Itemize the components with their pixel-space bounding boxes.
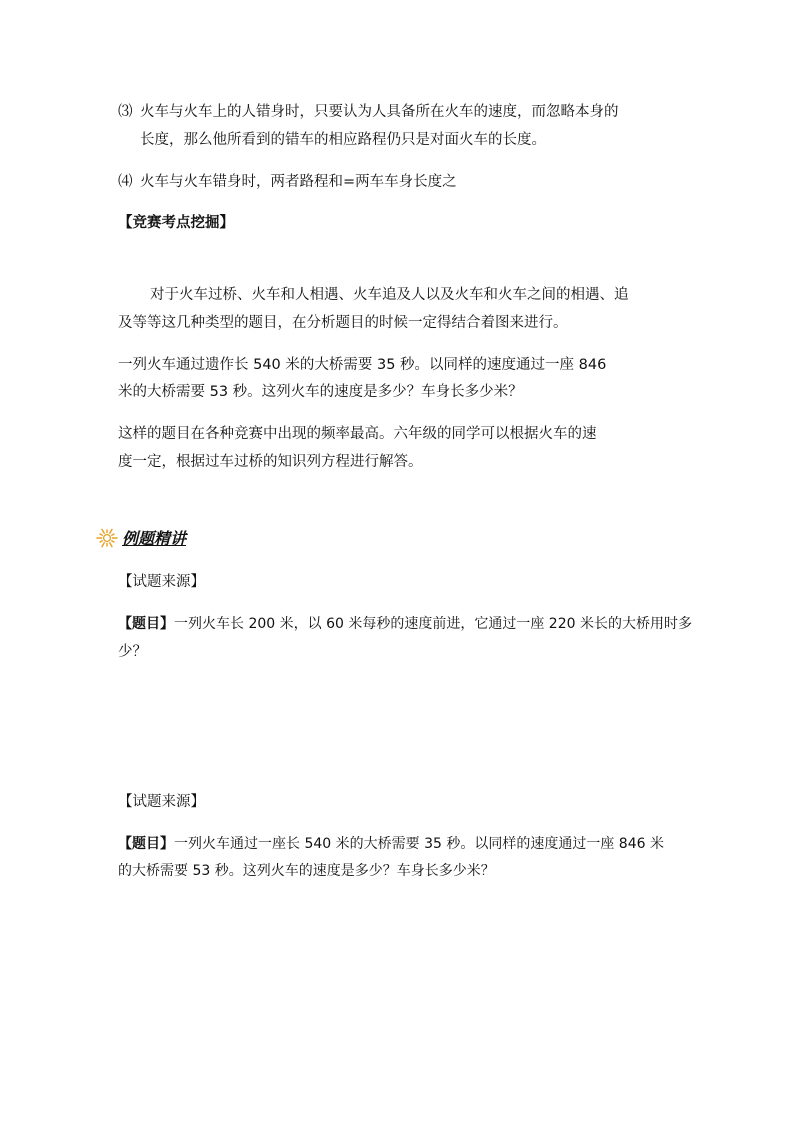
problem-1-source: 【试题来源】 — [118, 574, 205, 590]
problem-2-label: 【题目】 — [118, 836, 174, 852]
item-3-line-2: 长度，那么他所看到的错车的相应路程仍只是对面火车的长度。 — [140, 132, 546, 148]
example-para-line-1: 一列火车通过遗作长 540 米的大桥需要 35 秒。以同样的速度通过一座 846 — [118, 357, 607, 373]
example-para-line-2: 米的大桥需要 53 秒。这列火车的速度是多少？车身长多少米？ — [118, 384, 523, 400]
problem-2-line-2: 的大桥需要 53 秒。这列火车的速度是多少？车身长多少米？ — [118, 863, 495, 879]
frequency-para-line-2: 度一定，根据过车过桥的知识列方程进行解答。 — [118, 454, 423, 470]
intro-para-line-2: 及等等这几种类型的题目，在分析题目的时候一定得结合着图来进行。 — [118, 315, 568, 331]
problem-2-line-1: 【题目】一列火车通过一座长 540 米的大桥需要 35 秒。以同样的速度通过一座 846 米 — [118, 836, 664, 852]
item-4-number: ⑷ — [118, 174, 133, 190]
problem-2-source: 【试题来源】 — [118, 794, 205, 810]
section-title-text: 例题精讲 — [122, 529, 187, 548]
intro-para-line-1: 对于火车过桥、火车和人相遇、火车追及人以及火车和火车之间的相遇、追 — [150, 287, 629, 303]
problem-1-label: 【题目】 — [118, 616, 174, 632]
item-3-line-1: ⑶ 火车与火车上的人错身时，只要认为人具备所在火车的速度，而忽略本身的 — [118, 104, 619, 120]
item-3-number: ⑶ — [118, 104, 133, 120]
competition-heading: 【竞赛考点挖掘】 — [118, 215, 234, 231]
section-title — [96, 526, 186, 549]
problem-1-line-1: 【题目】一列火车长 200 米，以 60 米每秒的速度前进，它通过一座 220 米长的大桥用时多 — [118, 616, 692, 632]
item-4-line-1: ⑷ 火车与火车错身时，两者路程和=两车车身长度之 — [118, 174, 457, 190]
problem-1-line-2: 少？ — [118, 644, 147, 660]
frequency-para-line-1: 这样的题目在各种竞赛中出现的频率最高。六年级的同学可以根据火车的速 — [118, 426, 597, 442]
sun-icon — [96, 527, 118, 549]
